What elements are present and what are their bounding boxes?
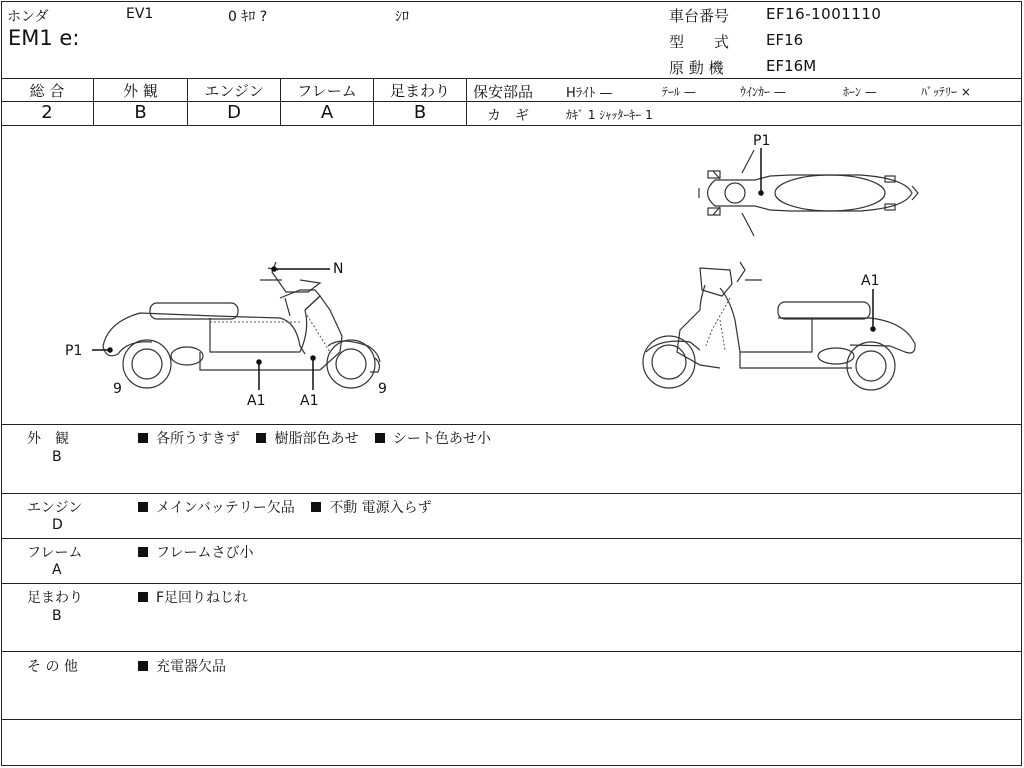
label-p1-left: P1 xyxy=(65,343,83,359)
safety-label: 保安部品 xyxy=(473,83,534,101)
note-items: F足回りねじれ xyxy=(138,587,260,607)
mileage: 0 ｷﾛ ? xyxy=(228,9,268,25)
maker: ホンダ xyxy=(7,9,49,25)
note-label: 足まわり xyxy=(27,590,83,606)
divider xyxy=(1,538,1022,539)
divider xyxy=(1,424,1022,425)
divider xyxy=(466,101,1022,102)
note-items: 充電器欠品 xyxy=(138,656,238,676)
top-view-scooter xyxy=(699,150,918,236)
divider xyxy=(466,78,467,125)
marker-p1-left xyxy=(92,348,112,352)
divider xyxy=(1,583,1022,584)
label-nine-right: 9 xyxy=(378,381,387,397)
marker-a1-right xyxy=(871,289,875,331)
label-a1-mid: A1 xyxy=(300,393,319,409)
label-nine-left: 9 xyxy=(113,381,122,397)
bullet-icon xyxy=(375,433,385,443)
grade-label-frame: フレーム xyxy=(297,82,357,100)
grade-label-engine: エンジン xyxy=(204,82,264,100)
frame-no-label: 車台番号 xyxy=(669,7,730,25)
shading-lines xyxy=(210,298,730,352)
note-label: 外 観 xyxy=(27,431,69,447)
frame-no: EF16-1001110 xyxy=(766,5,882,23)
note-items: フレームさび小 xyxy=(138,542,265,562)
divider xyxy=(1,78,1022,79)
safety-headlight: Hﾗｲﾄ — xyxy=(566,86,613,101)
type-label: 型 式 xyxy=(669,33,730,51)
marker-p1-top xyxy=(759,148,763,195)
grade-label-exterior: 外 観 xyxy=(123,82,158,100)
note-grade: A xyxy=(52,562,62,578)
label-n: N xyxy=(333,261,344,277)
safety-winker: ｳｲﾝｶｰ — xyxy=(740,85,786,99)
divider xyxy=(1,719,1022,720)
engine-value: EF16M xyxy=(766,57,817,75)
grade-value-suspension: B xyxy=(413,102,427,123)
bullet-icon xyxy=(311,502,321,512)
key-value: ｶｷﾞ 1 ｼｬｯﾀｰｷｰ 1 xyxy=(566,108,653,122)
bullet-icon xyxy=(138,502,148,512)
label-a1-left: A1 xyxy=(247,393,266,409)
marker-a1-left xyxy=(257,360,261,390)
bullet-icon xyxy=(138,433,148,443)
model-code: EV1 xyxy=(126,6,154,22)
divider xyxy=(1,651,1022,652)
safety-horn: ﾎｰﾝ — xyxy=(843,85,877,99)
bullet-icon xyxy=(138,592,148,602)
damage-diagram xyxy=(0,126,1022,424)
note-label: フレーム xyxy=(27,545,83,561)
grade-value-exterior: B xyxy=(134,102,147,123)
engine-label: 原 動 機 xyxy=(669,59,724,77)
grade-label-overall: 総 合 xyxy=(29,82,65,100)
grade-value-engine: D xyxy=(227,102,241,123)
key-label: カ ギ xyxy=(487,108,529,124)
safety-battery: ﾊﾞｯﾃﾘｰ × xyxy=(921,85,971,99)
label-a1-right: A1 xyxy=(861,273,880,289)
note-grade: D xyxy=(52,517,63,533)
note-items: 各所うすきず 樹脂部色あせ シート色あせ小 xyxy=(138,428,503,448)
marker-a1-mid xyxy=(311,356,315,390)
grade-label-suspension: 足まわり xyxy=(389,82,450,100)
note-items: メインバッテリー欠品 不動 電源入らず xyxy=(138,497,444,517)
color: ｼﾛ xyxy=(395,9,409,25)
bullet-icon xyxy=(138,661,148,671)
divider xyxy=(1,493,1022,494)
left-side-scooter xyxy=(103,262,380,388)
type-value: EF16 xyxy=(766,31,804,49)
marker-n xyxy=(272,267,330,271)
note-label: エンジン xyxy=(27,500,83,516)
bullet-icon xyxy=(138,547,148,557)
bullet-icon xyxy=(256,433,266,443)
note-grade: B xyxy=(52,449,62,465)
grade-value-frame: A xyxy=(320,102,334,123)
model-name: EM1 e: xyxy=(8,26,80,50)
note-label: そ の 他 xyxy=(27,659,78,675)
label-p1-top: P1 xyxy=(753,133,771,149)
grade-value-overall: 2 xyxy=(41,102,53,123)
note-grade: B xyxy=(52,608,62,624)
safety-taillight: ﾃｰﾙ — xyxy=(662,85,696,99)
